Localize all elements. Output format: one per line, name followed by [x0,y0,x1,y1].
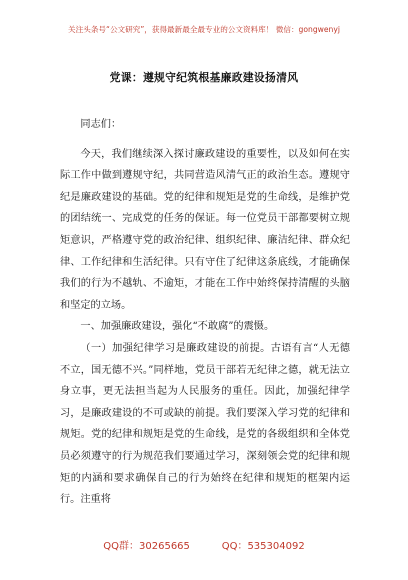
paragraph: 今天，我们继续深入探讨廉政建设的重要性，以及如何在实际工作中做到遵规守纪，共同营造风清气正的政治生态。遵规守纪是廉政建设的基础。党的纪律和规矩是党的生命线，是维护党的团结统一、完成党的任务的保证。每一位党员干部都要树立规矩意识，严格遵守党的政治纪律、组织纪律、廉洁纪律、群众纪律、工作纪律和生活纪律。只有守住了纪律这条底线，才能确保我们的行为不越轨、不逾矩，才能在工作中始终保持清醒的头脑和坚定的立场。 [60,148,350,311]
footer-qq: QQ：535304092 [221,541,305,552]
footer-qq-group: QQ群：30265665 [103,541,190,552]
document-title: 党课：遵规守纪筑根基廉政建设扬清风 [109,71,299,84]
footer-contact [0,537,408,552]
header-promo-note: 关注头条号“公文研究”，获得最新最全最专业的公文资料库！ 微信：gongwenyj [68,25,340,34]
section-heading: 一、加强廉政建设，强化“不敢腐”的震慑。 [80,321,275,333]
greeting: 同志们： [80,119,122,130]
document-body [60,112,350,511]
paragraph: （一）加强纪律学习是廉政建设的前提。古语有言“人无德不立，国无德不兴。”同样地，党员干部若无纪律之德，就无法立身立事，更无法担当起为人民服务的重任。因此，加强纪律学习，是廉政建设的不可或缺的前提。我们要深入学习党的纪律和规矩。党的纪律和规矩是党的生命线，是党的各级组织和全体党员必须遵守的行为规范我们要通过学习，深刻领会党的纪律和规矩的内涵和要求确保自己的行为始终在纪律和规矩的框架内运行。注重将 [60,342,350,506]
